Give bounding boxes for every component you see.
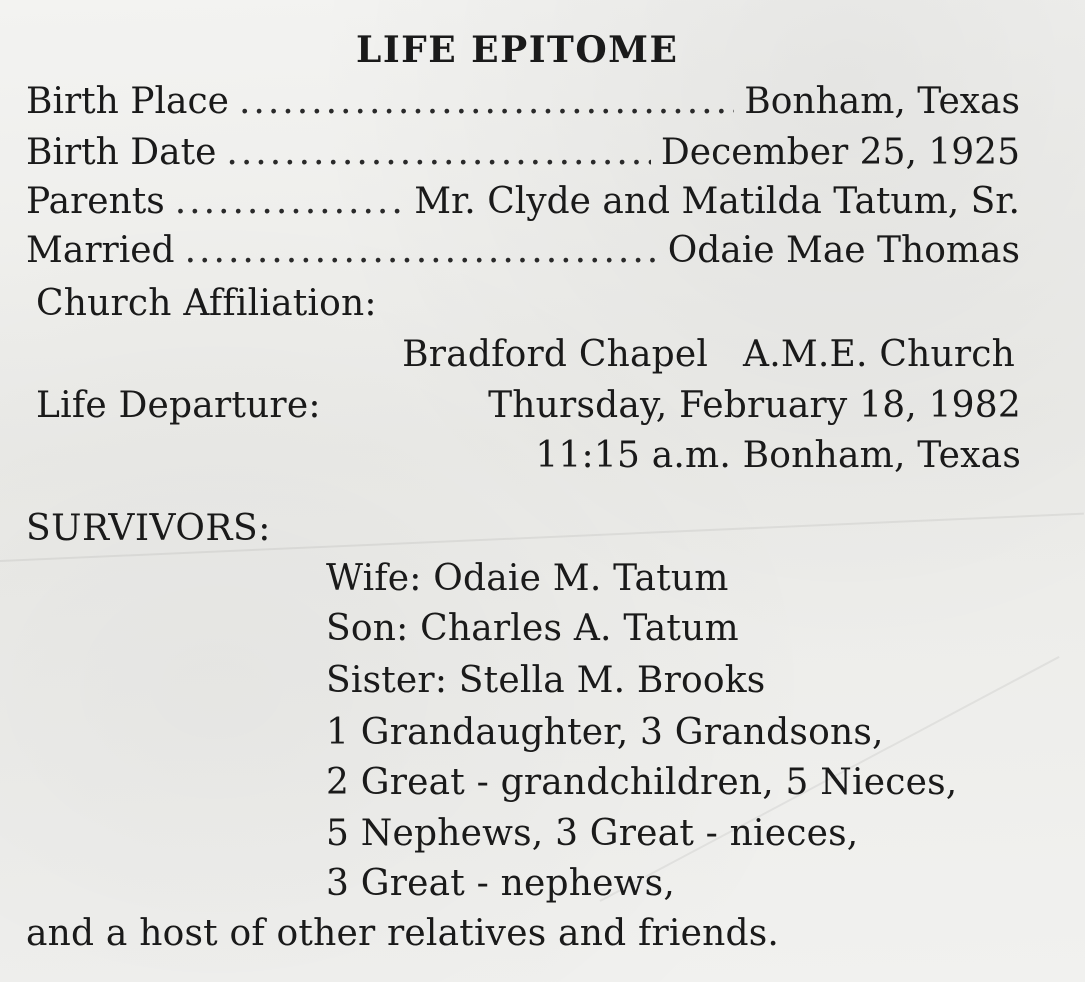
birth-place-row xyxy=(26,80,1020,124)
birth-place-label: Birth Place xyxy=(26,81,229,122)
married-value: Odaie Mae Thomas xyxy=(667,230,1020,271)
parents-value: Mr. Clyde and Matilda Tatum, Sr. xyxy=(414,181,1020,222)
dot-leader xyxy=(175,180,404,224)
church-affiliation-label: Church Affiliation: xyxy=(36,283,377,324)
life-departure-label: Life Departure: xyxy=(36,385,321,426)
parents-label: Parents xyxy=(26,181,165,222)
married-label: Married xyxy=(26,230,175,271)
survivor-line: 3 Great - nephews, xyxy=(326,863,675,904)
birth-place-value: Bonham, Texas xyxy=(744,81,1020,122)
survivor-line: Sister: Stella M. Brooks xyxy=(326,660,766,701)
life-departure-time-place: 11:15 a.m. Bonham, Texas xyxy=(535,435,1021,476)
dot-leader xyxy=(239,80,734,124)
page-title: LIFE EPITOME xyxy=(356,29,679,71)
survivors-heading: SURVIVORS: xyxy=(26,508,271,549)
birth-date-row xyxy=(26,131,1020,175)
survivor-line: 5 Nephews, 3 Great - nieces, xyxy=(326,813,859,854)
survivor-line: 1 Grandaughter, 3 Grandsons, xyxy=(326,712,884,753)
dot-leader xyxy=(185,229,658,273)
dot-leader xyxy=(226,131,651,175)
life-departure-date: Thursday, February 18, 1982 xyxy=(488,385,1021,426)
church-affiliation-value: Bradford Chapel A.M.E. Church xyxy=(402,334,1015,375)
survivor-line: 2 Great - grandchildren, 5 Nieces, xyxy=(326,762,958,803)
birth-date-value: December 25, 1925 xyxy=(660,132,1020,173)
parents-row xyxy=(26,180,1020,224)
married-row xyxy=(26,229,1020,273)
birth-date-label: Birth Date xyxy=(26,132,217,173)
survivor-line: Son: Charles A. Tatum xyxy=(326,608,739,649)
survivor-line: Wife: Odaie M. Tatum xyxy=(326,558,729,599)
closing-line: and a host of other relatives and friends. xyxy=(26,913,780,954)
